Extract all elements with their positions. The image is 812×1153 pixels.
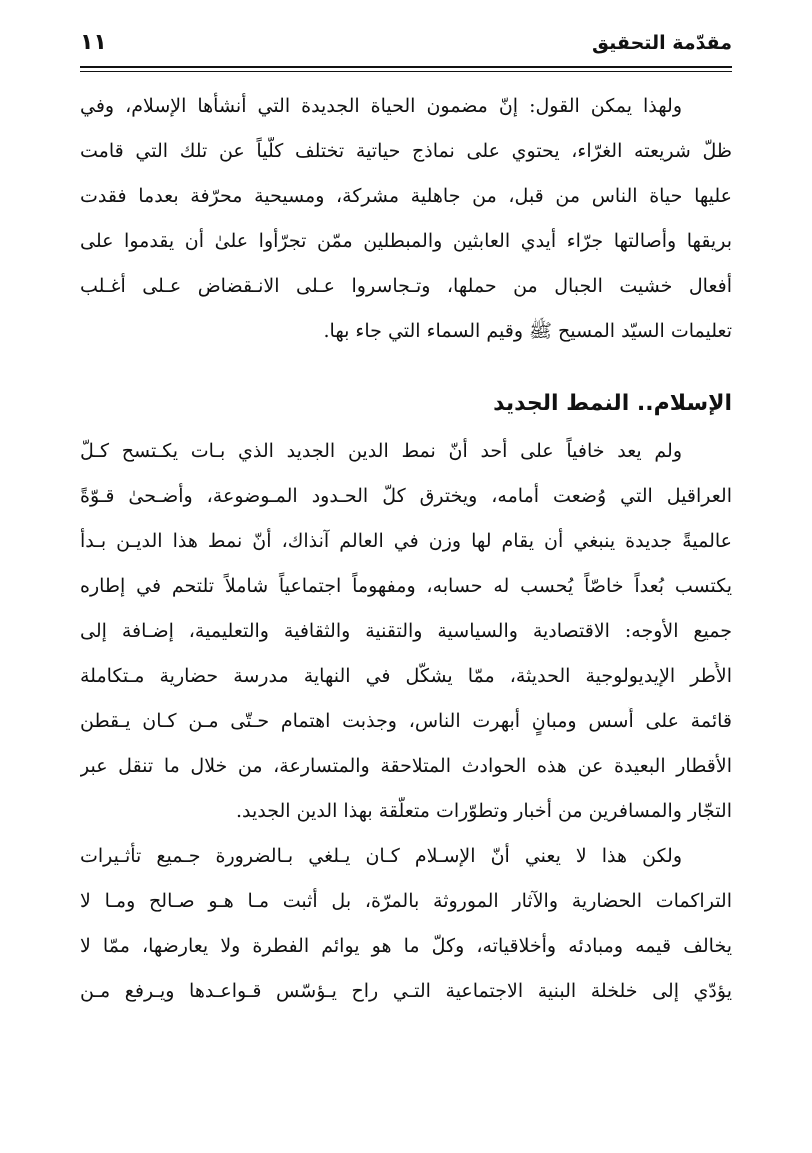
page-body <box>80 92 732 1022</box>
header-rule-thick <box>80 66 732 68</box>
page-number: ١١ <box>80 30 107 55</box>
text-line: أفعال خشيت الجبال من حملها، وتـجاسروا عـلى الانـقضاض عـلى أغـلب <box>80 275 732 297</box>
text-line: العراقيل التي وُضعت أمامه، ويخترق كلّ الحـدود المـوضوعة، وأضـحىٰ قـوّةً <box>80 485 732 507</box>
text-line: الأُطر الإيديولوجية الحديثة، ممّا يشكّل في النهاية مدرسة حضارية مـتكاملة <box>80 665 732 687</box>
text-line: بريقها وأصالتها جرّاء أيدي العابثين والمبطلين ممّن تجرّأوا علىٰ أن يقدموا على <box>80 230 732 252</box>
text-line: التجّار والمسافرين من أخبار وتطوّرات متعلّقة بهذا الدين الجديد. <box>235 800 732 822</box>
section-gap <box>80 362 732 389</box>
text-line: قائمة على أُسس ومبانٍ أبهرت الناس، وجذبت اهتمام حـتّى مـن كـان يـقطن <box>80 710 732 732</box>
text-line: التراكمات الحضارية والآثار الموروثة بالمرّة، بل أثبت مـا هـو صـالح ومـا لا <box>80 890 732 912</box>
text-line: الأقطار البعيدة عن هذه الحوادث المتلاحقة والمتسارعة، من خلال ما تنقل عبر <box>80 755 732 777</box>
text-line: عالميةً جديدة ينبغي أن يقام لها وزن في العالم آنذاك، أنّ نمط هذا الديـن بـدأ <box>80 530 732 552</box>
text-line: يؤدّي إلى خلخلة البنية الاجتماعية التـي راح يـؤسّس قـواعـدها ويـرفع مـن <box>80 980 732 1002</box>
text-line: ولهذا يمكن القول: إنّ مضمون الحياة الجديدة التي أنشأها الإسلام، وفي <box>80 95 682 117</box>
text-line: ولكن هذا لا يعني أنّ الإسـلام كـان يـلغي بـالضرورة جـميع تأثـيرات <box>80 845 682 867</box>
text-line: جميع الأوجه: الاقتصادية والسياسية والتقنية والثقافية والتعليمية، إضـافة إلى <box>80 620 732 642</box>
running-header <box>80 30 732 60</box>
paragraph-2 <box>80 437 732 842</box>
header-title: مقدّمة التحقيق <box>592 32 732 54</box>
section-heading: الإسلام.. النمط الجديد <box>493 391 732 416</box>
text-line: ظلّ شريعته الغرّاء، يحتوي على نماذج حياتية تختلف كلّياً عن تلك التي قامت <box>80 140 732 162</box>
text-line: يخالف قيمه ومبادئه وأخلاقياته، وكلّ ما هو يوائم الفطرة ولا يعارضها، ممّا لا <box>80 935 732 957</box>
text-line: ولم يعد خافياً على أحد أنّ نمط الدين الجديد الذي بـات يكـتسح كـلّ <box>80 440 682 462</box>
header-rule-thin <box>80 71 732 72</box>
paragraph-1 <box>80 92 732 362</box>
text-line: عليها حياة الناس من قبل، من جاهلية مشركة، ومسيحية محرّفة بعدما فقدت <box>80 185 732 207</box>
paragraph-3 <box>80 842 732 1022</box>
text-line: يكتسب بُعداً خاصّاً يُحسب له حسابه، ومفهوماً اجتماعياً شاملاً تلتحم في إطاره <box>80 575 732 597</box>
text-line: تعليمات السيّد المسيح ﷺ وقيم السماء التي جاء بها. <box>323 320 732 342</box>
